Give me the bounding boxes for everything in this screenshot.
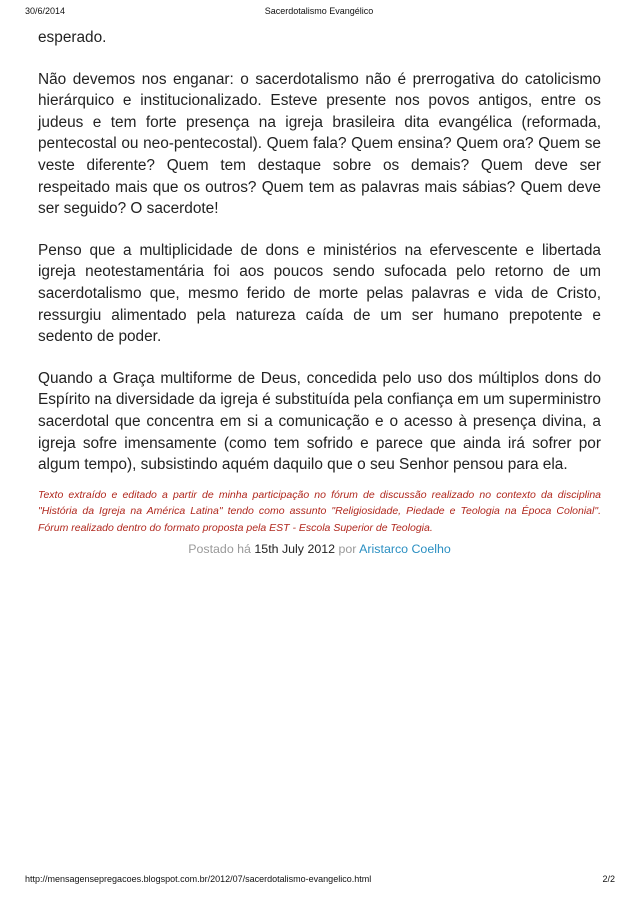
paragraph-2: Penso que a multiplicidade de dons e ministérios na efervescente e libertada igreja neotestamentária foi aos poucos sendo sufocada pelo retorno de um sacerdotalismo que, mesmo ferido de morte pelas palavras e vida de Cristo, ressurgiu alimentado pela natureza caída de um ser humano prepotente e sedento de poder. [38,241,601,346]
print-footer [0,874,638,888]
print-date: 30/6/2014 [25,6,66,16]
author-link[interactable]: Aristarco Coelho [359,542,451,557]
posted-label: Postado há [188,542,251,557]
source-note: Texto extraído e editado a partir de minha participação no fórum de discussão realizado no contexto da disciplina "História da Igreja na América Latina" tendo como assunto "Religiosidade, Piedade e Teologia na Época Colonial". Fórum realizado dentro do formato proposta pela EST - Escola Superior de Teologia. [38,488,601,534]
post-date: 15th July 2012 [254,542,336,557]
paragraph-1: Não devemos nos enganar: o sacerdotalismo não é prerrogativa do catolicismo hierárquico e institucionalizado. Esteve presente nos povos antigos, entre os judeus e tem forte presença na igreja brasileira dita evangélica (reformada, pentecostal ou neo-pentecostal). Quem fala? Quem ensina? Quem ora? Quem se veste diferente? Quem tem destaque sobre os demais? Quem deve ser respeitado mais que os outros? Quem tem as palavras mais sábias? Quem deve ser seguido? O sacerdote! [38,70,601,218]
post-meta [38,542,601,556]
page-url: http://mensagensepregacoes.blogspot.com.br/2012/07/sacerdotalismo-evangelico.html [25,874,372,884]
print-title: Sacerdotalismo Evangélico [264,6,374,16]
by-label: por [338,542,357,557]
page-number: 2/2 [602,874,615,884]
continued-text: esperado. [38,29,107,46]
print-header [0,6,638,20]
article-body [38,27,601,556]
paragraph-3: Quando a Graça multiforme de Deus, concedida pelo uso dos múltiplos dons do Espírito na diversidade da igreja é substituída pela confiança em um superministro sacerdotal que concentra em si a comunicação e o acesso à presença divina, a igreja sofre imensamente (como tem sofrido e parece que ainda irá sofrer por algum tempo), subsistindo aquém daquilo que o seu Senhor pensou para ela. [38,369,601,474]
paragraph-gap [38,49,601,69]
